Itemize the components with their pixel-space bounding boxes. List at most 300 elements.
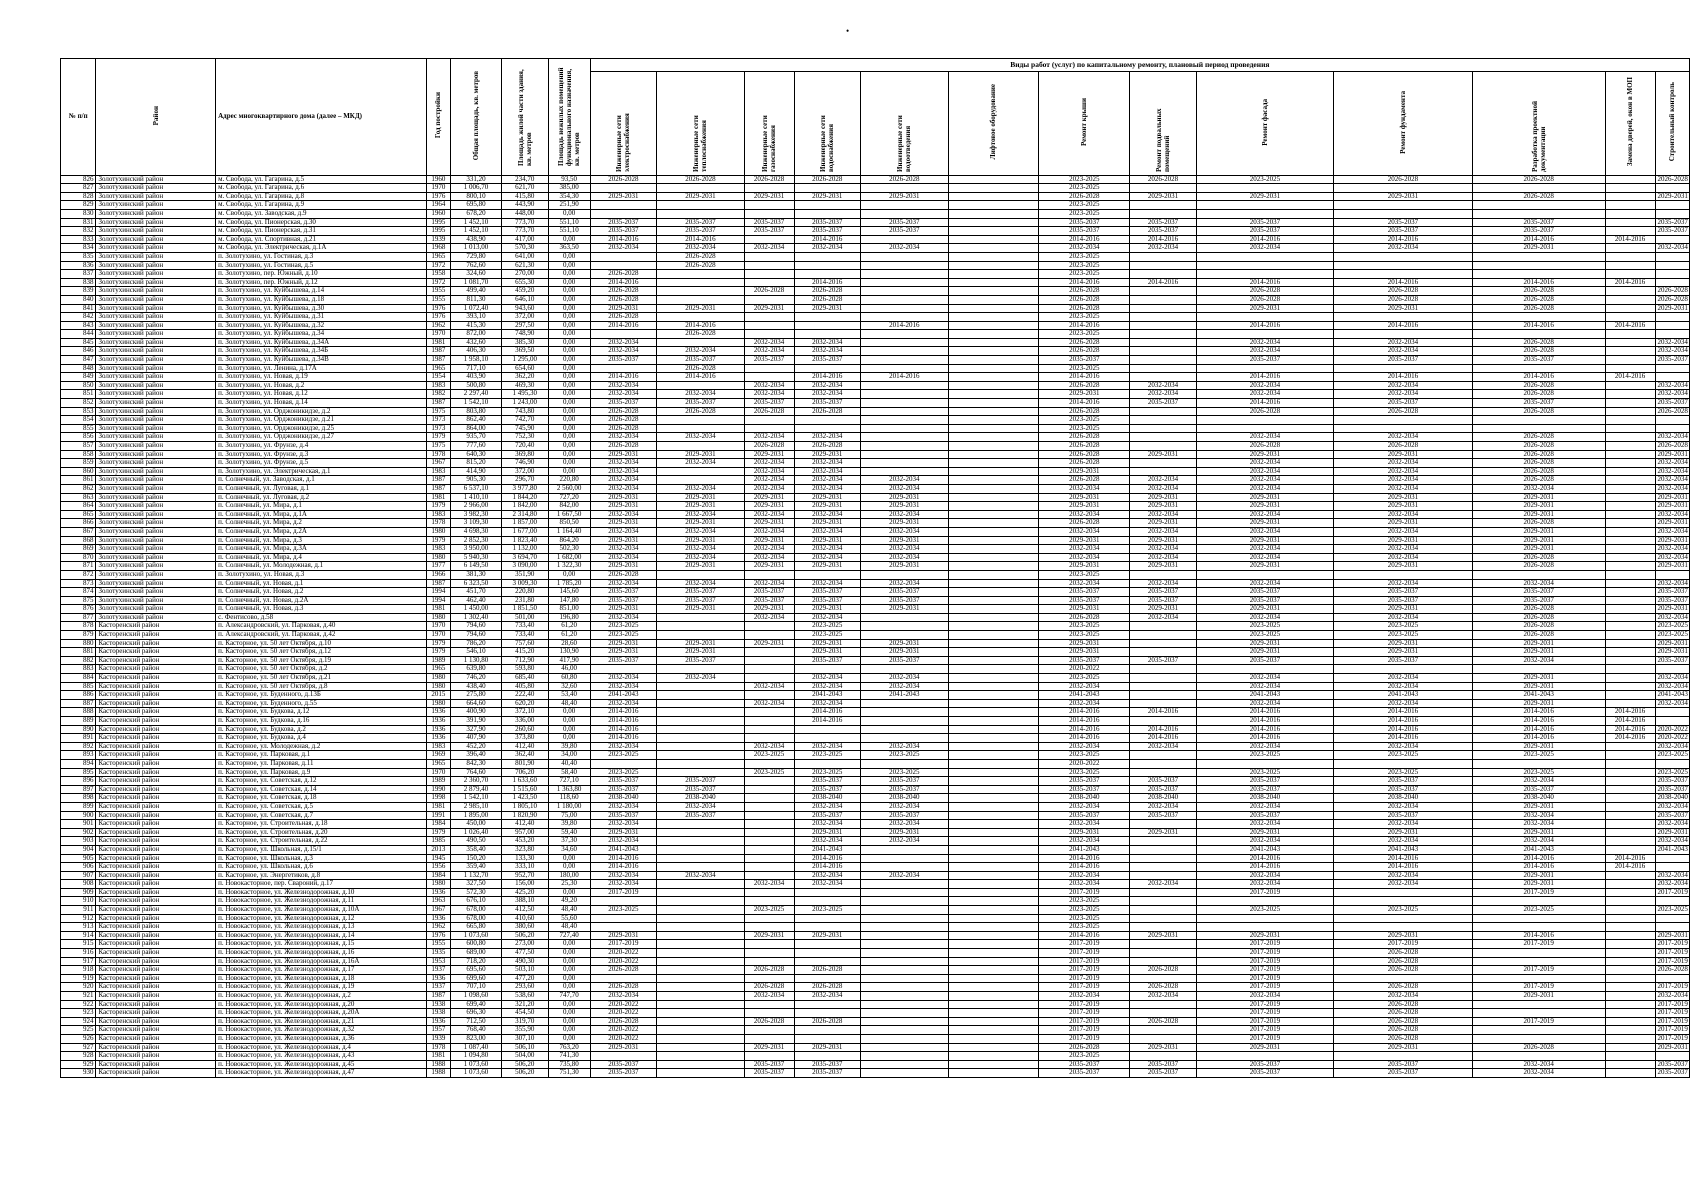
cell-work-foundation: 2026-2028 xyxy=(1334,407,1473,416)
cell-work-basement: 2035-2037 xyxy=(1130,1069,1196,1078)
cell-district: Золотухинский район xyxy=(96,416,216,425)
cell-work-foundation: 2032-2034 xyxy=(1334,244,1473,253)
cell-work-gas xyxy=(744,845,794,854)
cell-living-area: 742,70 xyxy=(502,416,549,425)
cell-work-electric: 2032-2034 xyxy=(590,682,656,691)
cell-living-area: 733,40 xyxy=(502,622,549,631)
cell-work-design-docs: 2032-2034 xyxy=(1472,811,1605,820)
cell-nonres-area: 0,00 xyxy=(548,570,590,579)
cell-address: п. Новокасторное, ул. Железнодорожная, д.10 xyxy=(216,888,427,897)
table-row xyxy=(61,906,1690,915)
cell-work-doors-windows xyxy=(1605,656,1655,665)
cell-work-foundation: 2026-2028 xyxy=(1334,175,1473,184)
cell-work-electric: 2026-2028 xyxy=(590,570,656,579)
cell-work-electric: 2032-2034 xyxy=(590,484,656,493)
cell-work-water xyxy=(794,184,860,193)
cell-district: Касторенский район xyxy=(96,897,216,906)
cell-work-facade: 2032-2034 xyxy=(1196,553,1333,562)
cell-work-basement: 2014-2016 xyxy=(1130,734,1196,743)
cell-work-foundation: 2029-2031 xyxy=(1334,605,1473,614)
cell-work-gas: 2026-2028 xyxy=(744,966,794,975)
cell-year-built: 1953 xyxy=(426,957,450,966)
cell-work-design-docs: 2032-2034 xyxy=(1472,820,1605,829)
cell-address: п. Солнечный, ул. Мира, д.2 xyxy=(216,519,427,528)
cell-work-facade: 2035-2037 xyxy=(1196,1069,1333,1078)
cell-work-construction-control: 2023-2025 xyxy=(1655,622,1690,631)
cell-work-sewage xyxy=(861,1009,949,1018)
cell-district: Касторенский район xyxy=(96,656,216,665)
cell-nonres-area: 1 363,80 xyxy=(548,785,590,794)
header-work-type xyxy=(948,72,1039,176)
cell-work-sewage xyxy=(861,1060,949,1069)
cell-work-foundation xyxy=(1334,252,1473,261)
cell-work-water: 2023-2025 xyxy=(794,622,860,631)
cell-work-water: 2035-2037 xyxy=(794,356,860,365)
table-row xyxy=(61,613,1690,622)
cell-work-gas xyxy=(744,313,794,322)
cell-work-facade: 2029-2031 xyxy=(1196,648,1333,657)
cell-work-heating: 2029-2031 xyxy=(657,502,745,511)
cell-district: Золотухинский район xyxy=(96,218,216,227)
header-total-area-label: Общая площадь, кв. метров xyxy=(472,70,481,161)
cell-work-doors-windows xyxy=(1605,682,1655,691)
cell-work-roof: 2032-2034 xyxy=(1039,699,1130,708)
cell-work-basement xyxy=(1130,871,1196,880)
cell-year-built: 1970 xyxy=(426,330,450,339)
cell-work-elevator xyxy=(948,759,1039,768)
cell-living-area: 801,90 xyxy=(502,759,549,768)
cell-address: п. Александровский, ул. Парковая, д.40 xyxy=(216,622,427,631)
cell-living-area: 405,80 xyxy=(502,682,549,691)
table-row xyxy=(61,570,1690,579)
cell-work-foundation xyxy=(1334,424,1473,433)
cell-work-electric: 2032-2034 xyxy=(590,674,656,683)
cell-work-water xyxy=(794,416,860,425)
table-row xyxy=(61,330,1690,339)
table-row xyxy=(61,682,1690,691)
cell-work-elevator xyxy=(948,390,1039,399)
cell-work-facade: 2017-2019 xyxy=(1196,1009,1333,1018)
cell-work-elevator xyxy=(948,356,1039,365)
cell-nonres-area: 0,00 xyxy=(548,252,590,261)
cell-work-roof: 2029-2031 xyxy=(1039,648,1130,657)
cell-total-area: 639,80 xyxy=(451,665,502,674)
cell-work-basement: 2032-2034 xyxy=(1130,381,1196,390)
cell-work-doors-windows xyxy=(1605,356,1655,365)
table-row xyxy=(61,373,1690,382)
cell-row-number: 903 xyxy=(61,837,96,846)
cell-work-electric: 2023-2025 xyxy=(590,751,656,760)
cell-work-basement: 2029-2031 xyxy=(1130,605,1196,614)
cell-district: Касторенский район xyxy=(96,940,216,949)
cell-work-facade: 2032-2034 xyxy=(1196,992,1333,1001)
header-address: Адрес многоквартирного дома (далее – МКД) xyxy=(216,59,427,176)
cell-work-basement xyxy=(1130,674,1196,683)
cell-district: Касторенский район xyxy=(96,914,216,923)
cell-district: Золотухинский район xyxy=(96,493,216,502)
cell-work-water: 2029-2031 xyxy=(794,562,860,571)
cell-work-water: 2014-2016 xyxy=(794,373,860,382)
table-row xyxy=(61,562,1690,571)
cell-total-area: 717,10 xyxy=(451,364,502,373)
cell-work-basement: 2038-2040 xyxy=(1130,794,1196,803)
cell-work-construction-control: 2029-2031 xyxy=(1655,304,1690,313)
cell-work-gas xyxy=(744,321,794,330)
cell-year-built: 1960 xyxy=(426,175,450,184)
cell-work-basement: 2026-2028 xyxy=(1130,983,1196,992)
cell-work-facade: 2014-2016 xyxy=(1196,717,1333,726)
cell-work-roof: 2014-2016 xyxy=(1039,863,1130,872)
cell-row-number: 853 xyxy=(61,407,96,416)
cell-work-doors-windows xyxy=(1605,596,1655,605)
cell-living-area: 2 314,80 xyxy=(502,510,549,519)
cell-living-area: 506,20 xyxy=(502,931,549,940)
cell-work-roof: 2017-2019 xyxy=(1039,966,1130,975)
cell-work-design-docs xyxy=(1472,665,1605,674)
cell-row-number: 918 xyxy=(61,966,96,975)
cell-living-area: 355,90 xyxy=(502,1026,549,1035)
cell-work-facade xyxy=(1196,665,1333,674)
cell-work-roof: 2026-2028 xyxy=(1039,476,1130,485)
cell-work-sewage xyxy=(861,433,949,442)
cell-work-construction-control: 2032-2034 xyxy=(1655,820,1690,829)
cell-total-area: 762,60 xyxy=(451,261,502,270)
cell-nonres-area: 145,60 xyxy=(548,588,590,597)
cell-year-built: 1987 xyxy=(426,484,450,493)
cell-district: Касторенский район xyxy=(96,674,216,683)
cell-work-facade: 2032-2034 xyxy=(1196,510,1333,519)
cell-year-built: 1960 xyxy=(426,209,450,218)
cell-work-construction-control: 2017-2019 xyxy=(1655,1000,1690,1009)
cell-district: Золотухинский район xyxy=(96,424,216,433)
cell-work-facade: 2035-2037 xyxy=(1196,588,1333,597)
cell-year-built: 1970 xyxy=(426,768,450,777)
cell-work-elevator xyxy=(948,768,1039,777)
cell-work-heating: 2032-2034 xyxy=(657,527,745,536)
cell-total-area: 3 982,30 xyxy=(451,510,502,519)
cell-work-gas xyxy=(744,837,794,846)
cell-row-number: 828 xyxy=(61,192,96,201)
table-row xyxy=(61,390,1690,399)
cell-work-elevator xyxy=(948,227,1039,236)
table-row xyxy=(61,759,1690,768)
cell-work-basement xyxy=(1130,639,1196,648)
cell-work-gas: 2032-2034 xyxy=(744,553,794,562)
cell-work-water: 2032-2034 xyxy=(794,545,860,554)
cell-work-doors-windows xyxy=(1605,605,1655,614)
cell-district: Касторенский район xyxy=(96,1026,216,1035)
cell-row-number: 895 xyxy=(61,768,96,777)
cell-work-electric: 2029-2031 xyxy=(590,828,656,837)
cell-row-number: 909 xyxy=(61,888,96,897)
cell-district: Золотухинский район xyxy=(96,553,216,562)
cell-living-area: 1 844,20 xyxy=(502,493,549,502)
cell-work-design-docs: 2035-2037 xyxy=(1472,399,1605,408)
cell-living-area: 321,20 xyxy=(502,1000,549,1009)
cell-work-heating: 2026-2028 xyxy=(657,175,745,184)
cell-address: п. Золотухино, ул. Фрунзе, д.5 xyxy=(216,459,427,468)
cell-work-heating xyxy=(657,734,745,743)
cell-address: п. Новокасторное, пер. Свароний, д.17 xyxy=(216,880,427,889)
cell-living-area: 743,80 xyxy=(502,407,549,416)
cell-address: п. Касторное, ул. Буденного, д.55 xyxy=(216,699,427,708)
cell-work-heating xyxy=(657,1043,745,1052)
cell-row-number: 919 xyxy=(61,974,96,983)
cell-work-electric: 2014-2016 xyxy=(590,734,656,743)
cell-work-heating xyxy=(657,699,745,708)
cell-work-facade: 2029-2031 xyxy=(1196,639,1333,648)
cell-work-construction-control: 2029-2031 xyxy=(1655,192,1690,201)
cell-row-number: 916 xyxy=(61,949,96,958)
header-living-area xyxy=(502,59,549,176)
cell-district: Золотухинский район xyxy=(96,313,216,322)
cell-work-electric: 2032-2034 xyxy=(590,820,656,829)
cell-district: Касторенский район xyxy=(96,759,216,768)
cell-work-water xyxy=(794,897,860,906)
cell-district: Касторенский район xyxy=(96,888,216,897)
cell-nonres-area: 0,00 xyxy=(548,235,590,244)
cell-work-facade: 2014-2016 xyxy=(1196,863,1333,872)
cell-work-heating xyxy=(657,914,745,923)
cell-row-number: 873 xyxy=(61,579,96,588)
cell-nonres-area: 0,00 xyxy=(548,356,590,365)
cell-work-roof: 2029-2031 xyxy=(1039,536,1130,545)
cell-work-water: 2032-2034 xyxy=(794,613,860,622)
cell-living-area: 1 823,40 xyxy=(502,536,549,545)
header-work-type-label: Инженерные сети теплоснабжения xyxy=(692,115,709,172)
cell-nonres-area: 25,30 xyxy=(548,880,590,889)
cell-work-doors-windows xyxy=(1605,897,1655,906)
cell-address: п. Новокасторное, ул. Железнодорожная, д.36 xyxy=(216,1034,427,1043)
cell-work-foundation: 2029-2031 xyxy=(1334,519,1473,528)
cell-work-heating: 2032-2034 xyxy=(657,390,745,399)
cell-work-doors-windows xyxy=(1605,467,1655,476)
cell-nonres-area: 2 560,00 xyxy=(548,484,590,493)
cell-total-area: 699,60 xyxy=(451,974,502,983)
cell-work-doors-windows xyxy=(1605,974,1655,983)
cell-row-number: 910 xyxy=(61,897,96,906)
cell-work-gas xyxy=(744,364,794,373)
header-year xyxy=(426,59,450,176)
cell-address: п. Новокасторное, ул. Железнодорожная, д.43 xyxy=(216,1052,427,1061)
cell-work-heating xyxy=(657,1052,745,1061)
cell-work-gas: 2026-2028 xyxy=(744,407,794,416)
cell-work-design-docs: 2014-2016 xyxy=(1472,278,1605,287)
table-row xyxy=(61,416,1690,425)
cell-row-number: 850 xyxy=(61,381,96,390)
cell-work-sewage: 2029-2031 xyxy=(861,519,949,528)
cell-work-water: 2026-2028 xyxy=(794,407,860,416)
cell-work-sewage xyxy=(861,209,949,218)
cell-work-gas xyxy=(744,295,794,304)
cell-work-sewage xyxy=(861,699,949,708)
table-row xyxy=(61,1043,1690,1052)
cell-work-electric: 2032-2034 xyxy=(590,992,656,1001)
cell-living-area: 453,20 xyxy=(502,837,549,846)
cell-year-built: 1955 xyxy=(426,940,450,949)
cell-work-water: 2035-2037 xyxy=(794,218,860,227)
cell-nonres-area: 551,10 xyxy=(548,218,590,227)
cell-work-doors-windows xyxy=(1605,1000,1655,1009)
cell-work-doors-windows xyxy=(1605,433,1655,442)
cell-work-foundation xyxy=(1334,665,1473,674)
cell-work-heating xyxy=(657,820,745,829)
cell-work-design-docs: 2032-2034 xyxy=(1472,484,1605,493)
cell-row-number: 831 xyxy=(61,218,96,227)
cell-work-elevator xyxy=(948,424,1039,433)
header-living-area-label: Площадь жилой части здания, кв. метров xyxy=(516,68,533,166)
cell-work-design-docs: 2014-2016 xyxy=(1472,854,1605,863)
cell-work-doors-windows xyxy=(1605,648,1655,657)
cell-nonres-area: 53,40 xyxy=(548,691,590,700)
cell-district: Касторенский район xyxy=(96,665,216,674)
cell-work-heating: 2029-2031 xyxy=(657,519,745,528)
cell-district: Касторенский район xyxy=(96,1052,216,1061)
cell-row-number: 877 xyxy=(61,613,96,622)
cell-work-sewage xyxy=(861,1017,949,1026)
cell-district: Касторенский район xyxy=(96,845,216,854)
cell-district: Золотухинский район xyxy=(96,261,216,270)
cell-year-built: 1987 xyxy=(426,579,450,588)
cell-row-number: 846 xyxy=(61,347,96,356)
cell-work-doors-windows xyxy=(1605,914,1655,923)
cell-work-heating xyxy=(657,837,745,846)
cell-total-area: 1 452,10 xyxy=(451,227,502,236)
cell-row-number: 866 xyxy=(61,519,96,528)
cell-work-doors-windows xyxy=(1605,845,1655,854)
cell-row-number: 894 xyxy=(61,759,96,768)
table-row xyxy=(61,218,1690,227)
cell-living-area: 641,00 xyxy=(502,252,549,261)
cell-work-construction-control: 2029-2031 xyxy=(1655,605,1690,614)
cell-living-area: 3 977,80 xyxy=(502,484,549,493)
cell-work-heating xyxy=(657,1000,745,1009)
cell-work-gas: 2032-2034 xyxy=(744,699,794,708)
cell-work-elevator xyxy=(948,1034,1039,1043)
cell-work-elevator xyxy=(948,252,1039,261)
cell-work-design-docs xyxy=(1472,1000,1605,1009)
cell-total-area: 2 966,00 xyxy=(451,502,502,511)
cell-work-electric: 2035-2037 xyxy=(590,1060,656,1069)
cell-row-number: 863 xyxy=(61,493,96,502)
cell-work-heating xyxy=(657,759,745,768)
cell-work-roof: 2029-2031 xyxy=(1039,390,1130,399)
cell-district: Золотухинский район xyxy=(96,235,216,244)
cell-work-electric: 2032-2034 xyxy=(590,381,656,390)
cell-work-heating: 2026-2028 xyxy=(657,252,745,261)
cell-work-roof: 2023-2025 xyxy=(1039,622,1130,631)
cell-district: Золотухинский район xyxy=(96,570,216,579)
cell-work-construction-control xyxy=(1655,717,1690,726)
cell-living-area: 477,20 xyxy=(502,974,549,983)
table-row xyxy=(61,665,1690,674)
cell-work-heating: 2032-2034 xyxy=(657,244,745,253)
cell-work-design-docs: 2026-2028 xyxy=(1472,613,1605,622)
cell-work-water: 2029-2031 xyxy=(794,450,860,459)
cell-work-basement: 2032-2034 xyxy=(1130,390,1196,399)
cell-district: Касторенский район xyxy=(96,880,216,889)
cell-nonres-area: 0,00 xyxy=(548,450,590,459)
cell-work-gas: 2032-2034 xyxy=(744,381,794,390)
cell-work-facade: 2026-2028 xyxy=(1196,407,1333,416)
cell-work-water: 2029-2031 xyxy=(794,519,860,528)
cell-work-gas xyxy=(744,631,794,640)
cell-work-basement xyxy=(1130,313,1196,322)
cell-work-construction-control xyxy=(1655,321,1690,330)
table-row xyxy=(61,381,1690,390)
cell-work-gas: 2035-2037 xyxy=(744,596,794,605)
cell-work-sewage xyxy=(861,364,949,373)
cell-row-number: 906 xyxy=(61,863,96,872)
cell-work-gas: 2032-2034 xyxy=(744,390,794,399)
cell-work-water: 2032-2034 xyxy=(794,837,860,846)
cell-living-area: 952,70 xyxy=(502,871,549,880)
cell-row-number: 921 xyxy=(61,992,96,1001)
cell-total-area: 696,30 xyxy=(451,1009,502,1018)
cell-district: Золотухинский район xyxy=(96,295,216,304)
cell-work-foundation: 2023-2025 xyxy=(1334,751,1473,760)
cell-work-construction-control xyxy=(1655,665,1690,674)
cell-nonres-area: 0,00 xyxy=(548,467,590,476)
cell-year-built: 1938 xyxy=(426,1009,450,1018)
cell-work-roof: 2035-2037 xyxy=(1039,588,1130,597)
cell-work-doors-windows xyxy=(1605,751,1655,760)
cell-work-sewage xyxy=(861,416,949,425)
table-row xyxy=(61,209,1690,218)
cell-work-elevator xyxy=(948,811,1039,820)
cell-work-roof: 2041-2043 xyxy=(1039,691,1130,700)
cell-work-sewage: 2032-2034 xyxy=(861,871,949,880)
cell-total-area: 546,10 xyxy=(451,648,502,657)
cell-address: п. Новокасторное, ул. Железнодорожная, д.17 xyxy=(216,966,427,975)
cell-work-water: 2029-2031 xyxy=(794,304,860,313)
cell-work-facade: 2032-2034 xyxy=(1196,476,1333,485)
cell-work-construction-control: 2032-2034 xyxy=(1655,682,1690,691)
cell-work-foundation: 2035-2037 xyxy=(1334,218,1473,227)
cell-year-built: 1936 xyxy=(426,888,450,897)
table-row xyxy=(61,287,1690,296)
cell-work-gas: 2032-2034 xyxy=(744,459,794,468)
header-work-type xyxy=(1334,72,1473,176)
cell-living-area: 3 009,30 xyxy=(502,579,549,588)
cell-work-design-docs: 2026-2028 xyxy=(1472,304,1605,313)
cell-work-doors-windows xyxy=(1605,957,1655,966)
cell-work-facade: 2029-2031 xyxy=(1196,502,1333,511)
cell-work-doors-windows xyxy=(1605,837,1655,846)
cell-address: с. Фентисово, д.58 xyxy=(216,613,427,622)
cell-work-roof: 2014-2016 xyxy=(1039,717,1130,726)
cell-work-gas xyxy=(744,235,794,244)
cell-work-heating xyxy=(657,424,745,433)
cell-year-built: 1994 xyxy=(426,596,450,605)
cell-work-sewage: 2035-2037 xyxy=(861,218,949,227)
cell-work-water: 2035-2037 xyxy=(794,1060,860,1069)
cell-work-basement xyxy=(1130,768,1196,777)
cell-work-gas: 2032-2034 xyxy=(744,527,794,536)
cell-living-area: 757,60 xyxy=(502,639,549,648)
cell-work-roof: 2023-2025 xyxy=(1039,923,1130,932)
cell-total-area: 872,00 xyxy=(451,330,502,339)
cell-district: Касторенский район xyxy=(96,639,216,648)
cell-work-roof: 2026-2028 xyxy=(1039,442,1130,451)
cell-work-roof: 2023-2025 xyxy=(1039,184,1130,193)
table-row xyxy=(61,751,1690,760)
cell-work-foundation: 2032-2034 xyxy=(1334,742,1473,751)
cell-work-sewage xyxy=(861,270,949,279)
cell-work-roof: 2035-2037 xyxy=(1039,656,1130,665)
cell-row-number: 896 xyxy=(61,777,96,786)
cell-district: Золотухинский район xyxy=(96,175,216,184)
